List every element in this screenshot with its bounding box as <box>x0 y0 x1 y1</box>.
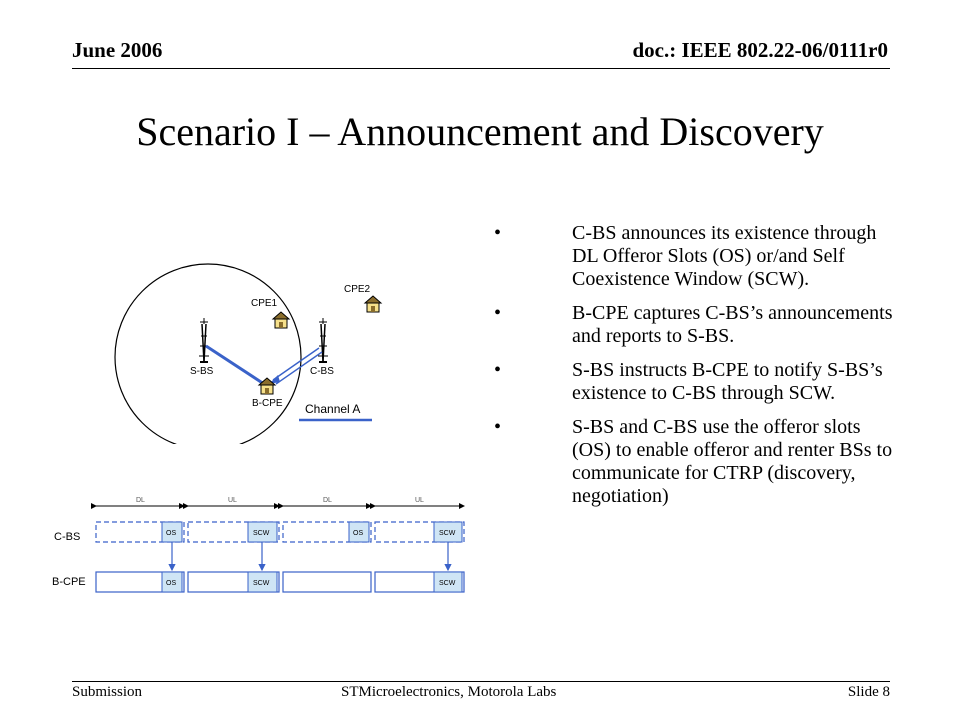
bcpe-slot-1: OS <box>166 580 177 587</box>
channel-a-label: Channel A <box>305 402 361 416</box>
footer-submission: Submission <box>72 684 143 700</box>
cbs-tower-icon <box>318 318 328 362</box>
footer-slide-number: Slide 8 <box>847 684 890 700</box>
period-label-3: DL <box>323 497 332 504</box>
bullet-item: • B-CPE captures C-BS’s announcements and reports to S-BS. <box>494 302 893 347</box>
bullet-item: • C-BS announces its existence through DL Offeror Slots (OS) or/and Self Coexistence Window (SCW). <box>494 222 877 290</box>
row-label-bcpe: B-CPE <box>52 576 86 588</box>
bcpe-label: B-CPE <box>252 398 283 409</box>
cpe1-house-icon <box>273 312 289 328</box>
cbs-slot-4: SCW <box>439 530 456 537</box>
header-rule <box>72 68 890 69</box>
bullet-list <box>494 222 894 519</box>
coverage-circle <box>115 264 301 444</box>
slot-arrows <box>172 542 448 570</box>
bullet-item: • S-BS instructs B-CPE to notify S-BS’s existence to C-BS through SCW. <box>494 359 883 404</box>
network-diagram <box>106 244 406 444</box>
period-label-4: UL <box>415 497 424 504</box>
sbs-tower-icon <box>199 318 209 362</box>
bcpe-slot-4: SCW <box>439 580 456 587</box>
cpe2-house-icon <box>365 296 381 312</box>
bcpe-slot-2: SCW <box>253 580 270 587</box>
cpe1-label: CPE1 <box>251 298 278 309</box>
frame-diagram <box>52 492 472 602</box>
period-label-1: DL <box>136 497 145 504</box>
cbs-slot-3: OS <box>353 530 364 537</box>
slide-title: Scenario I – Announcement and Discovery <box>136 109 824 154</box>
cbs-slot-2: SCW <box>253 530 270 537</box>
sbs-bcpe-link <box>206 346 264 384</box>
row-label-cbs: C-BS <box>54 531 81 543</box>
cpe2-label: CPE2 <box>344 284 371 295</box>
footer-organizations: STMicroelectronics, Motorola Labs <box>341 684 557 700</box>
cbs-label: C-BS <box>310 366 334 377</box>
cbs-slot-1: OS <box>166 530 177 537</box>
footer-rule <box>72 681 890 682</box>
sbs-label: S-BS <box>190 366 214 377</box>
period-label-2: UL <box>228 497 237 504</box>
header-date: June 2006 <box>72 38 163 62</box>
header-doc-id: doc.: IEEE 802.22-06/0111r0 <box>632 38 888 62</box>
bullet-item: • S-BS and C-BS use the offeror slots (OS) to enable offeror and renter BSs to communicate for CTRP (discovery, negotiation) <box>494 416 893 507</box>
bcpe-frames <box>96 572 464 592</box>
cbs-frames <box>96 522 464 542</box>
